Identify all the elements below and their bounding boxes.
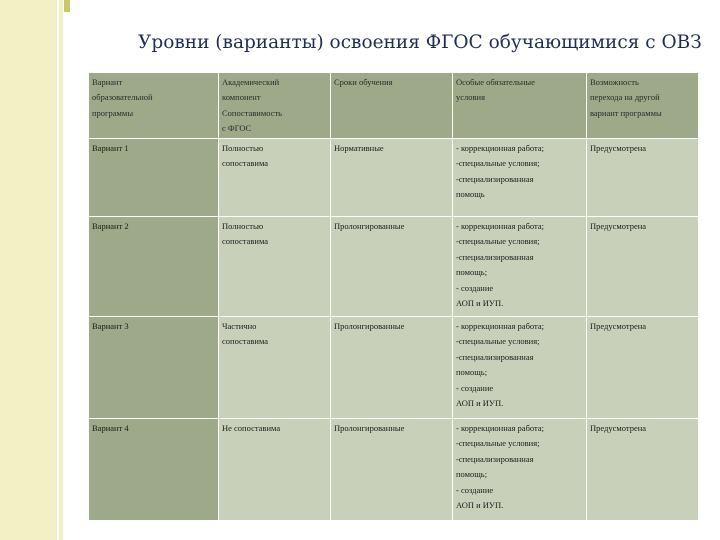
row-conditions-cell	[453, 419, 587, 521]
cell-text: - коррекционная работа; -специальные условия; -специализированная помощь; - создание АОП и ИУП.	[456, 423, 544, 511]
header-cell-academic	[219, 73, 331, 139]
table-row	[89, 217, 699, 317]
row-variant-cell	[89, 217, 219, 317]
variants-table	[88, 72, 699, 521]
table-row	[89, 139, 699, 217]
cell-text: Вариант 4	[92, 423, 129, 433]
row-transition-cell	[587, 317, 699, 419]
cell-text: Предусмотрена	[590, 321, 647, 331]
cell-text: Не сопоставима	[222, 423, 281, 433]
header-label: Академический компонент Сопоставимость с ФГОС	[222, 77, 283, 134]
cell-text: Предусмотрена	[590, 221, 647, 231]
row-variant-cell	[89, 317, 219, 419]
row-terms-cell	[331, 317, 453, 419]
row-terms-cell	[331, 419, 453, 521]
cell-text: Пролонгированные	[334, 221, 405, 231]
header-label: Сроки обучения	[334, 77, 393, 87]
cell-text: Вариант 1	[92, 143, 129, 153]
decorative-side-strip	[0, 0, 64, 540]
side-divider-line	[68, 0, 70, 540]
row-academic-cell	[219, 419, 331, 521]
side-divider-line	[57, 0, 59, 540]
header-cell-conditions	[453, 73, 587, 139]
header-label: Особые обязательные условия	[456, 77, 535, 103]
table-header-row	[89, 73, 699, 139]
row-terms-cell	[331, 217, 453, 317]
cell-text: - коррекционная работа; -специальные условия; -специализированная помощь; - создание АОП и ИУП.	[456, 321, 544, 409]
row-academic-cell	[219, 139, 331, 217]
cell-text: Частично сопоставима	[222, 321, 269, 347]
cell-text: Предусмотрена	[590, 143, 647, 153]
row-conditions-cell	[453, 139, 587, 217]
cell-text: - коррекционная работа; -специальные условия; -специализированная помощь	[456, 143, 544, 200]
header-cell-terms	[331, 73, 453, 139]
row-academic-cell	[219, 217, 331, 317]
header-label: Возможность перехода на другой вариант программы	[590, 77, 662, 118]
row-terms-cell	[331, 139, 453, 217]
row-transition-cell	[587, 217, 699, 317]
row-transition-cell	[587, 419, 699, 521]
cell-text: - коррекционная работа; -специальные условия; -специализированная помощь; - создание АОП и ИУП.	[456, 221, 544, 309]
cell-text: Предусмотрена	[590, 423, 647, 433]
cell-text: Вариант 2	[92, 221, 129, 231]
cell-text: Пролонгированные	[334, 423, 405, 433]
page-title: Уровни (варианты) освоения ФГОС обучающимися с ОВЗ	[138, 32, 702, 53]
header-cell-transition	[587, 73, 699, 139]
corner-accent	[64, 0, 70, 12]
table-row	[89, 419, 699, 521]
cell-text: Пролонгированные	[334, 321, 405, 331]
cell-text: Нормативные	[334, 143, 384, 153]
row-variant-cell	[89, 139, 219, 217]
cell-text: Полностью сопоставима	[222, 221, 269, 247]
row-academic-cell	[219, 317, 331, 419]
row-conditions-cell	[453, 317, 587, 419]
row-variant-cell	[89, 419, 219, 521]
cell-text: Полностью сопоставима	[222, 143, 269, 169]
side-divider-line	[63, 0, 65, 540]
header-label: Вариант образовательной программы	[92, 77, 153, 118]
header-cell-variant	[89, 73, 219, 139]
table-row	[89, 317, 699, 419]
cell-text: Вариант 3	[92, 321, 129, 331]
row-transition-cell	[587, 139, 699, 217]
row-conditions-cell	[453, 217, 587, 317]
